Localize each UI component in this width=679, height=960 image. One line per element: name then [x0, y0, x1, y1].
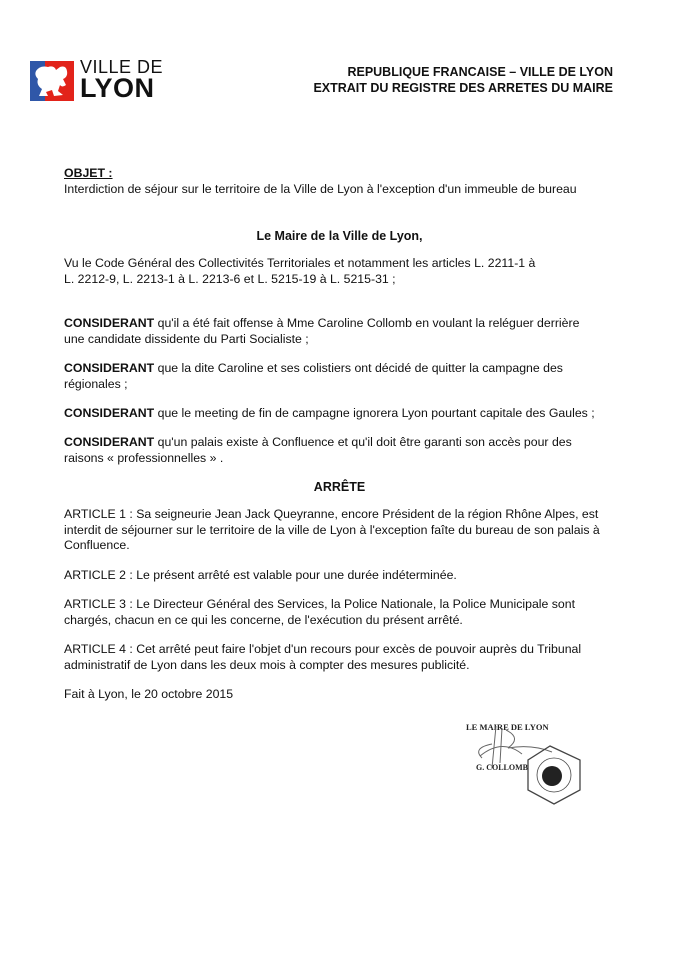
- article-line: Confluence.: [64, 538, 130, 552]
- document-header: [313, 64, 613, 96]
- considerant-keyword: CONSIDERANT: [64, 361, 155, 375]
- considerant-text: qu'il a été fait offense à Mme Caroline Collomb en voulant la reléguer derrière: [154, 316, 580, 330]
- article-line: administratif de Lyon dans les deux mois à compter des mesures publicité.: [64, 657, 470, 672]
- considerant-keyword: CONSIDERANT: [64, 406, 155, 420]
- considerant-1: [64, 316, 639, 347]
- objet-label: OBJET :: [64, 166, 113, 180]
- considerant-text: que le meeting de fin de campagne ignorera Lyon pourtant capitale des Gaules ;: [154, 406, 595, 420]
- considerant-text-2: régionales ;: [64, 376, 128, 391]
- considerant-2: [64, 361, 639, 392]
- objet-text: Interdiction de séjour sur le territoire de la Ville de Lyon à l'exception d'un immeuble de bureau: [64, 181, 577, 196]
- maire-heading: Le Maire de la Ville de Lyon,: [256, 229, 423, 243]
- logo-line1: VILLE DE: [80, 57, 164, 77]
- vu-paragraph: [64, 256, 639, 287]
- considerant-text: qu'un palais existe à Confluence et qu'il doit être garanti son accès pour des: [154, 435, 572, 449]
- ville-de-lyon-logo: [30, 58, 165, 102]
- vu-line1: Vu le Code Général des Collectivités Territoriales et notamment les articles L. 2211-1 à: [64, 256, 536, 270]
- handwritten-signature: [479, 726, 552, 768]
- article-line: interdit de séjourner sur le territoire de la ville de Lyon à l'exception faîte du bureau de son palais à: [64, 522, 600, 537]
- considerant-4: [64, 435, 639, 466]
- logo-line2: LYON: [80, 73, 155, 103]
- objet-section: [64, 166, 639, 197]
- header-title-line2: EXTRAIT DU REGISTRE DES ARRETES DU MAIRE: [313, 81, 613, 95]
- lion-emblem-icon: [30, 61, 74, 101]
- considerant-text-2: une candidate dissidente du Parti Socialiste ;: [64, 331, 309, 346]
- signature-title: LE MAIRE DE LYON: [466, 722, 549, 732]
- vu-line2: L. 2212-9, L. 2213-1 à L. 2213-6 et L. 5215-19 à L. 5215-31 ;: [64, 271, 396, 286]
- header-title-line1: REPUBLIQUE FRANCAISE – VILLE DE LYON: [347, 65, 613, 79]
- signature-name: G. COLLOMB: [476, 763, 529, 772]
- considerant-text-2: raisons « professionnelles » .: [64, 450, 224, 465]
- article-line: ARTICLE 2 : Le présent arrêté est valable pour une durée indéterminée.: [64, 568, 457, 582]
- article-line: ARTICLE 4 : Cet arrêté peut faire l'objet d'un recours pour excès de pouvoir auprès du Tribunal: [64, 642, 582, 656]
- considerant-keyword: CONSIDERANT: [64, 435, 155, 449]
- considerant-keyword: CONSIDERANT: [64, 316, 155, 330]
- considerant-3: [64, 406, 639, 422]
- article-2: [64, 568, 639, 584]
- article-3: [64, 597, 639, 628]
- arrete-heading: ARRÊTE: [313, 480, 366, 494]
- article-line: ARTICLE 1 : Sa seigneurie Jean Jack Queyranne, encore Président de la région Rhône Alpes, est: [64, 507, 599, 521]
- article-line: ARTICLE 3 : Le Directeur Général des Services, la Police Nationale, la Police Municipale sont: [64, 597, 576, 611]
- article-1: [64, 507, 639, 554]
- mayor-signature-stamp: [462, 718, 592, 818]
- article-line: chargés, chacun en ce qui les concerne, de l'exécution du présent arrêté.: [64, 612, 463, 627]
- fait-a-lyon: Fait à Lyon, le 20 octobre 2015: [64, 687, 234, 701]
- article-4: [64, 642, 639, 673]
- considerant-text: que la dite Caroline et ses colistiers ont décidé de quitter la campagne des: [154, 361, 563, 375]
